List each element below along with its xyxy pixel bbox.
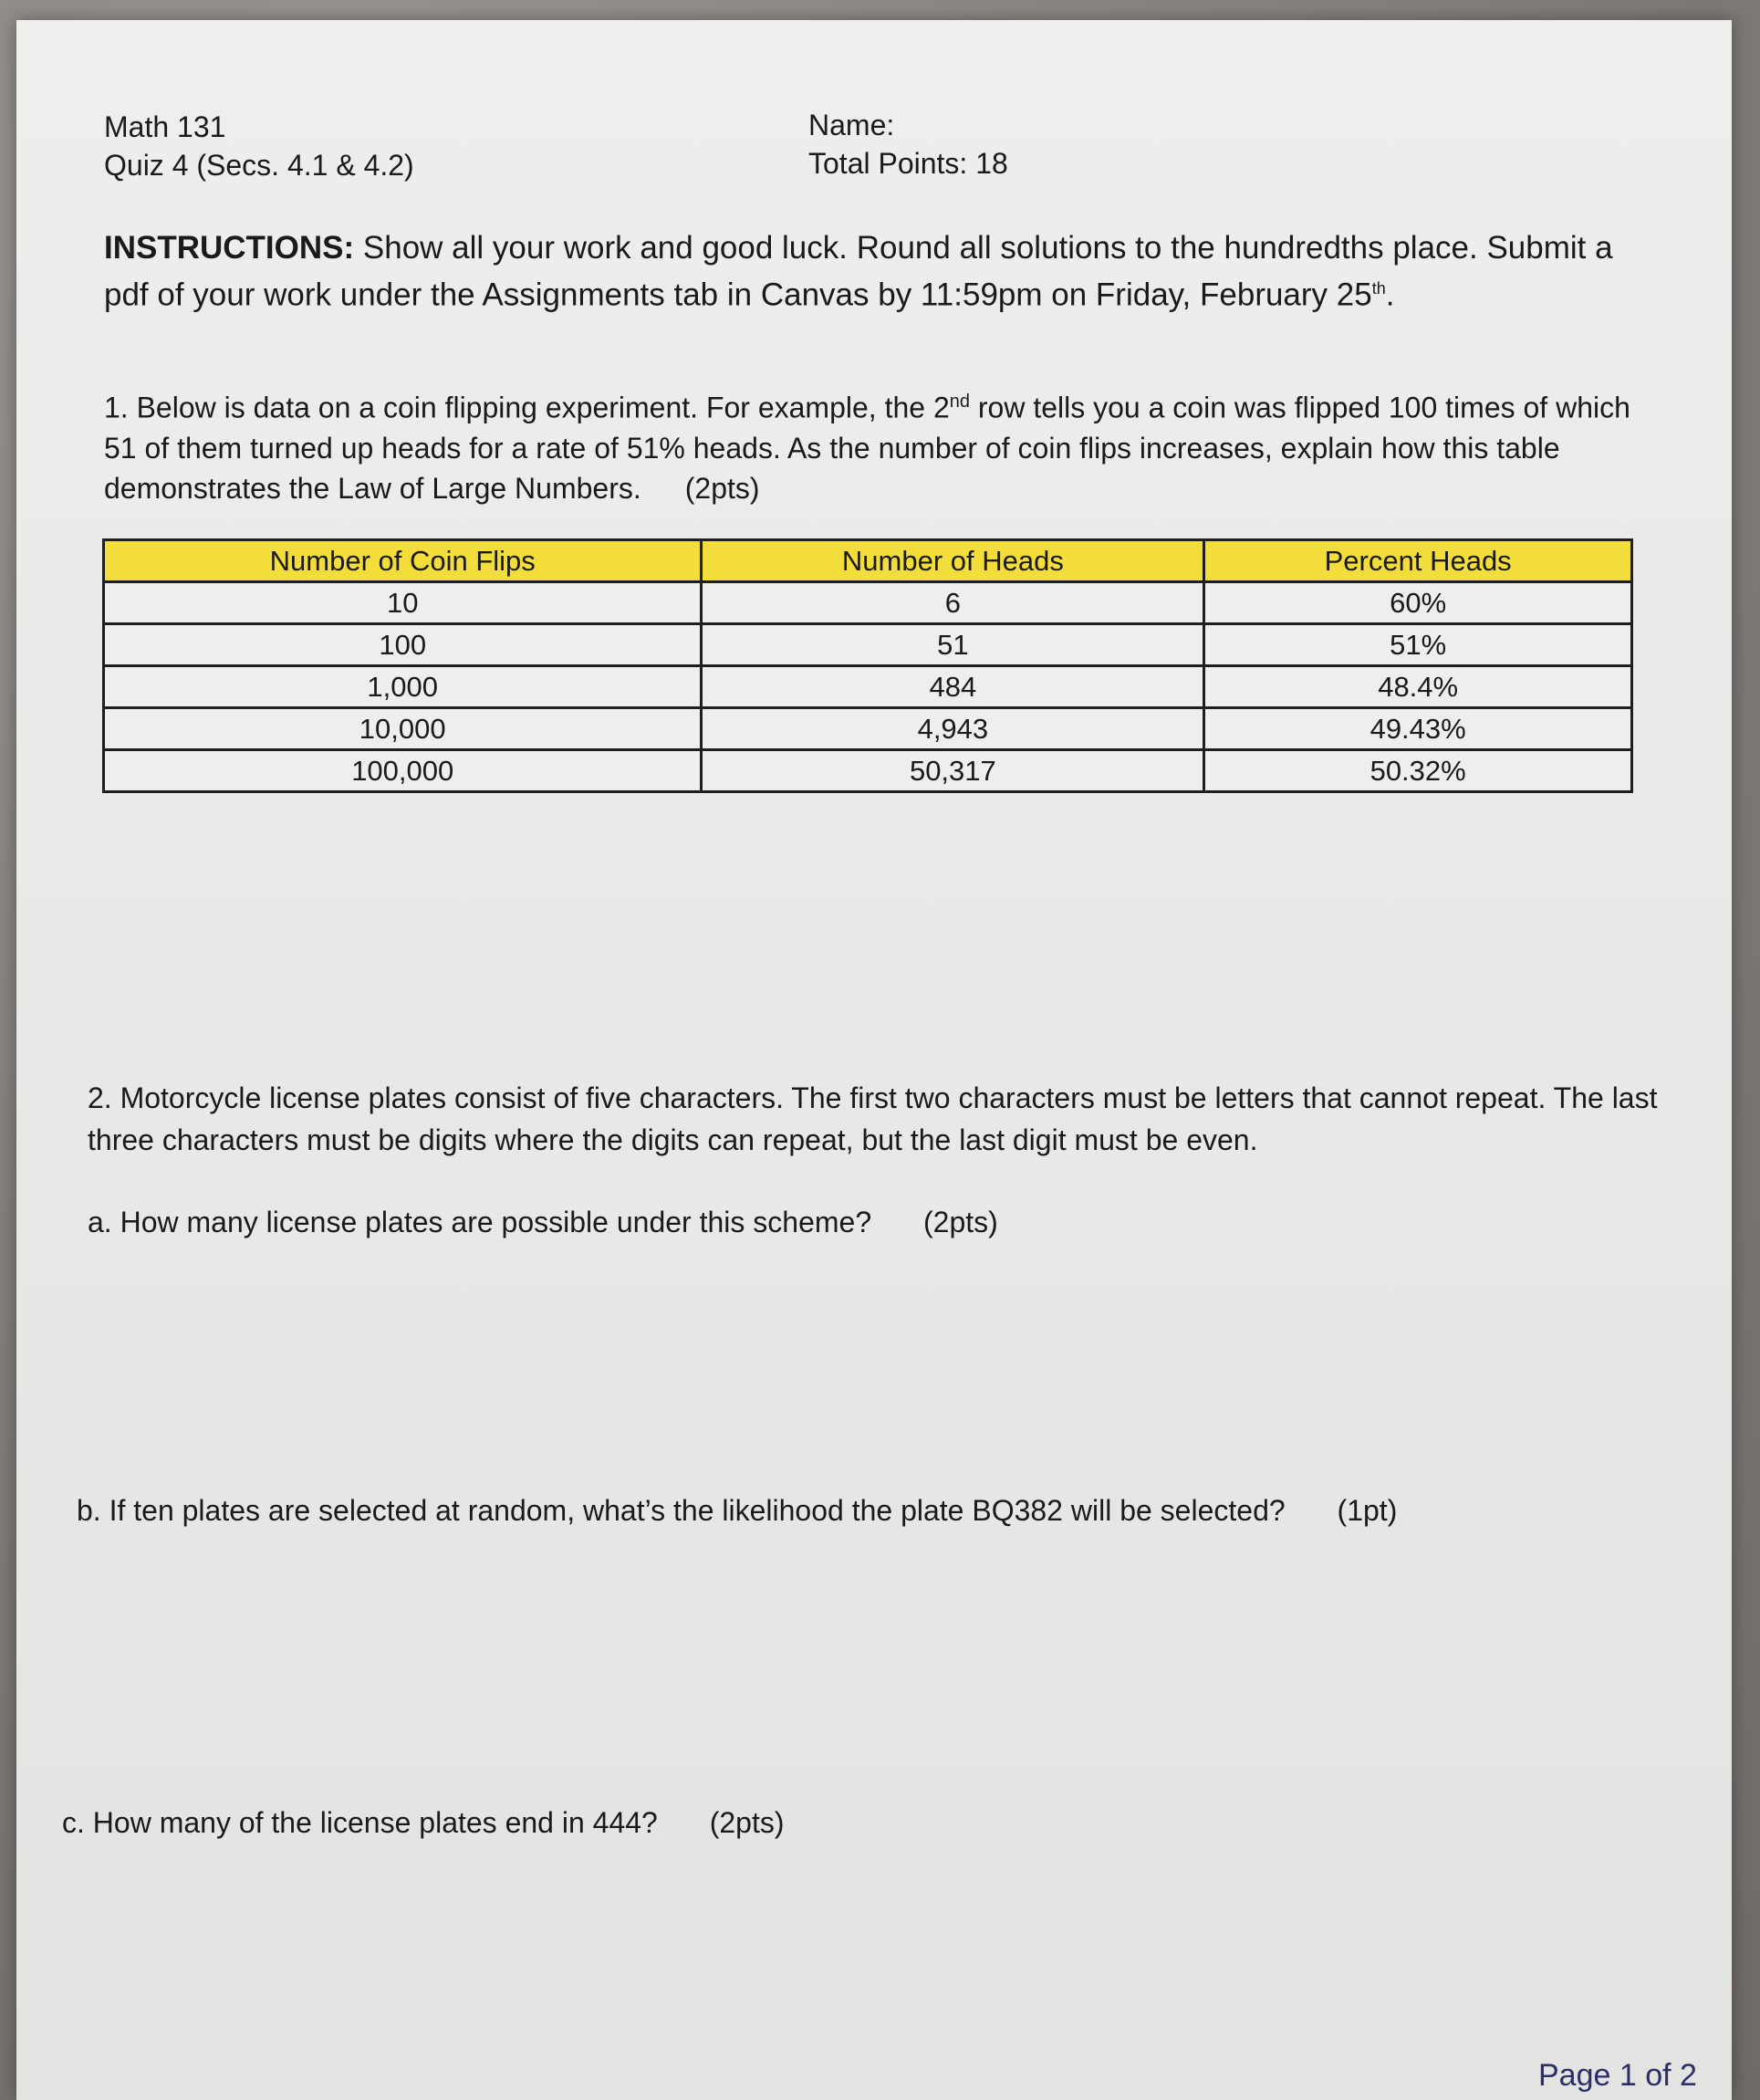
cell-heads: 51 xyxy=(702,624,1204,666)
instructions-text: Show all your work and good luck. Round all solutions to the hundredths place. Submit a pdf of your work under the Assignments tab in Canvas by 11:59pm on Friday, February 25 xyxy=(104,230,1613,313)
cell-flips: 100 xyxy=(104,624,702,666)
question-2b-points: (1pt) xyxy=(1337,1494,1398,1527)
question-2c-text: How many of the license plates end in 444? xyxy=(92,1806,658,1839)
cell-heads: 6 xyxy=(702,582,1204,624)
table-row xyxy=(104,666,1632,708)
question-2c xyxy=(62,1805,785,1840)
instructions-superscript: th xyxy=(1371,279,1386,298)
header-heads: Number of Heads xyxy=(702,540,1204,582)
question-2-number: 2. xyxy=(88,1081,112,1114)
header-percent: Percent Heads xyxy=(1204,540,1632,582)
question-2a-label: a. xyxy=(88,1206,112,1238)
quiz-title: Quiz 4 (Secs. 4.1 & 4.2) xyxy=(104,149,414,183)
table-row xyxy=(104,750,1632,792)
question-2b-label: b. xyxy=(77,1494,101,1527)
table-header-row xyxy=(104,540,1632,582)
name-label: Name: xyxy=(808,109,895,141)
header-right xyxy=(808,108,1008,185)
question-1 xyxy=(104,381,1655,508)
question-1-text-cont: row tells you a coin was flipped 100 times of which 51 of them turned up heads for a rate of 51% heads. As the number of coin flips increases, explain how this table demonstrates the Law of Large Numbers. xyxy=(104,391,1630,505)
question-2a xyxy=(88,1205,998,1239)
instructions-end: . xyxy=(1385,277,1395,313)
table-row xyxy=(104,582,1632,624)
table-row xyxy=(104,624,1632,666)
question-2a-text: How many license plates are possible under this scheme? xyxy=(120,1206,872,1238)
cell-percent: 49.43% xyxy=(1204,708,1632,750)
cell-percent: 48.4% xyxy=(1204,666,1632,708)
cell-flips: 1,000 xyxy=(104,666,702,708)
question-2c-points: (2pts) xyxy=(709,1806,785,1839)
table-row xyxy=(104,708,1632,750)
coin-flip-table xyxy=(102,538,1633,793)
question-1-points: (2pts) xyxy=(684,471,760,505)
course-title: Math 131 xyxy=(104,110,226,143)
cell-percent: 60% xyxy=(1204,582,1632,624)
quiz-paper xyxy=(16,20,1732,2100)
cell-heads: 484 xyxy=(702,666,1204,708)
question-2a-points: (2pts) xyxy=(923,1206,998,1238)
question-2c-label: c. xyxy=(62,1806,85,1839)
question-1-number: 1. xyxy=(104,391,129,424)
question-1-text: Below is data on a coin flipping experiment. For example, the 2 xyxy=(136,391,950,424)
cell-flips: 100,000 xyxy=(104,750,702,792)
cell-heads: 4,943 xyxy=(702,708,1204,750)
cell-flips: 10 xyxy=(104,582,702,624)
header-coin-flips: Number of Coin Flips xyxy=(104,540,702,582)
question-2b xyxy=(77,1493,1397,1528)
question-2 xyxy=(88,1077,1675,1161)
cell-heads: 50,317 xyxy=(702,750,1204,792)
question-2b-text: If ten plates are selected at random, what’s the likelihood the plate BQ382 will be selected? xyxy=(109,1494,1286,1527)
instructions-label: INSTRUCTIONS: xyxy=(104,230,355,266)
cell-percent: 51% xyxy=(1204,624,1632,666)
cell-percent: 50.32% xyxy=(1204,750,1632,792)
total-points: Total Points: 18 xyxy=(808,147,1008,181)
question-2-text: Motorcycle license plates consist of five characters. The first two characters must be letters that cannot repeat. The last three characters must be digits where the digits can repeat, but the last digit must be even. xyxy=(88,1081,1658,1156)
header-left xyxy=(104,110,414,187)
cell-flips: 10,000 xyxy=(104,708,702,750)
page-number: Page 1 of 2 xyxy=(1538,2058,1697,2093)
instructions xyxy=(104,228,1619,316)
question-1-superscript: nd xyxy=(949,392,970,412)
